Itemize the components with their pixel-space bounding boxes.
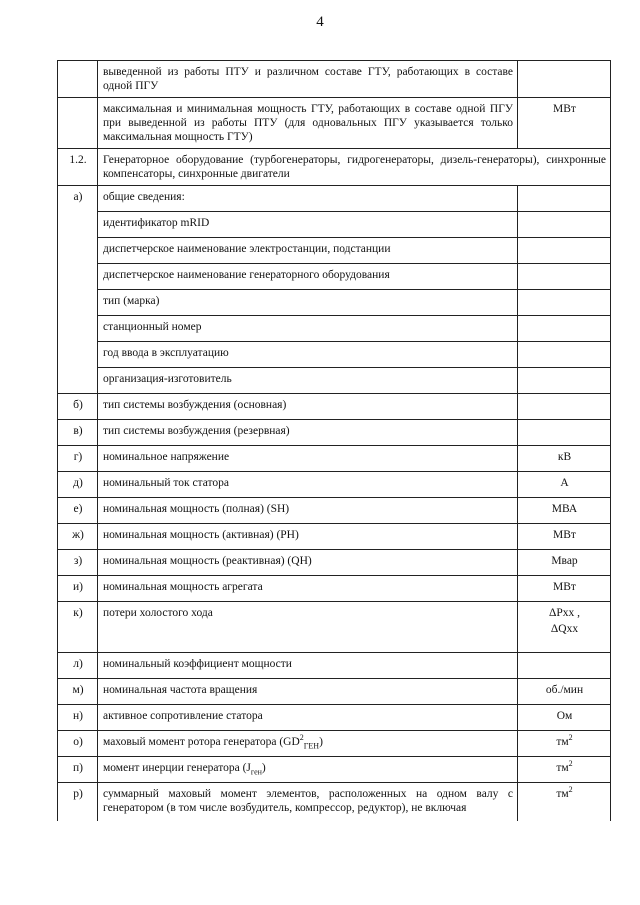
table-row (58, 394, 611, 420)
closing-paren: ) (319, 736, 323, 748)
row-text: тип системы возбуждения (основная) (98, 394, 518, 420)
row-text: диспетчерское наименование электростанции, подстанции (98, 238, 518, 264)
row-text: номинальное напряжение (98, 446, 518, 472)
row-text: год ввода в эксплуатацию (98, 342, 518, 368)
table-row (58, 368, 611, 394)
row-text: номинальная частота вращения (98, 679, 518, 705)
table-row (58, 420, 611, 446)
table-row (58, 186, 611, 212)
row-text: потери холостого хода (98, 602, 518, 653)
row-number: м) (58, 679, 98, 705)
unit-superscript: 2 (568, 785, 573, 795)
row-text: номинальная мощность (полная) (SH) (98, 498, 518, 524)
row-number (58, 98, 98, 149)
table-row (58, 576, 611, 602)
row-number: л) (58, 653, 98, 679)
table-row (58, 264, 611, 290)
table-row (58, 757, 611, 783)
table-row (58, 238, 611, 264)
table-row (58, 342, 611, 368)
table-row (58, 212, 611, 238)
unit-base: тм (556, 762, 569, 774)
table-row (58, 783, 611, 822)
row-text: максимальная и минимальная мощность ГТУ, работающих в составе одной ПГУ при выведенной из работы ПТУ (для одновальных ПГУ указывается только максимальная мощность ГТУ) (98, 98, 518, 149)
row-unit (518, 368, 611, 394)
row-unit: об./мин (518, 679, 611, 705)
row-number: е) (58, 498, 98, 524)
row-unit (518, 420, 611, 446)
page-number: 4 (316, 14, 324, 30)
row-unit (518, 61, 611, 98)
row-unit (518, 212, 611, 238)
row-text: диспетчерское наименование генераторного оборудования (98, 264, 518, 290)
row-text: активное сопротивление статора (98, 705, 518, 731)
row-text: суммарный маховый момент элементов, расположенных на одном валу с генератором (в том числе возбудитель, компрессор, редуктор), не включая (98, 783, 518, 822)
table-row (58, 602, 611, 653)
table-row (58, 446, 611, 472)
unit-superscript: 2 (568, 733, 573, 743)
row-unit (518, 394, 611, 420)
section-title: Генераторное оборудование (турбогенераторы, гидрогенераторы, дизель-генераторы), синхронные компенсаторы, синхронные двигатели (98, 149, 611, 186)
row-text: номинальная мощность (реактивная) (QH) (98, 550, 518, 576)
row-number: о) (58, 731, 98, 757)
row-text: идентификатор mRID (98, 212, 518, 238)
flywheel-moment-text: маховый момент ротора генератора (GD (103, 736, 300, 748)
row-number: д) (58, 472, 98, 498)
table-row (58, 472, 611, 498)
row-number: ж) (58, 524, 98, 550)
row-unit: кВ (518, 446, 611, 472)
table-row (58, 550, 611, 576)
unit-base: тм (556, 788, 569, 800)
row-number: б) (58, 394, 98, 420)
table-row (58, 653, 611, 679)
section-number: 1.2. (58, 149, 98, 186)
row-unit (518, 653, 611, 679)
row-text: номинальная мощность агрегата (98, 576, 518, 602)
row-text (98, 731, 518, 757)
table-row (58, 290, 611, 316)
row-unit: Мвар (518, 550, 611, 576)
row-unit (518, 186, 611, 212)
row-unit: А (518, 472, 611, 498)
table-row (58, 316, 611, 342)
row-number (58, 61, 98, 98)
row-unit (518, 342, 611, 368)
row-unit (518, 731, 611, 757)
row-text (98, 757, 518, 783)
row-unit (518, 290, 611, 316)
idle-loss-active-unit: ΔPxx , (548, 607, 581, 619)
table-row (58, 524, 611, 550)
row-unit (518, 602, 611, 653)
unit-superscript: 2 (568, 759, 573, 769)
table-row (58, 679, 611, 705)
superscript: 2 (299, 733, 304, 743)
table-row (58, 731, 611, 757)
row-text: номинальный коэффициент мощности (98, 653, 518, 679)
row-unit (518, 264, 611, 290)
table-row (58, 98, 611, 149)
row-number: к) (58, 602, 98, 653)
row-unit (518, 757, 611, 783)
row-unit (518, 783, 611, 822)
row-unit (518, 238, 611, 264)
table-row (58, 498, 611, 524)
table-row (58, 705, 611, 731)
section-header-row (58, 149, 611, 186)
row-number: г) (58, 446, 98, 472)
row-number: н) (58, 705, 98, 731)
subscript: ГЕН (303, 741, 320, 751)
row-unit: МВА (518, 498, 611, 524)
inertia-moment-text: момент инерции генератора (J (103, 762, 251, 774)
subscript: ген (250, 767, 262, 777)
row-number: з) (58, 550, 98, 576)
unit-base: тм (556, 736, 569, 748)
row-number: и) (58, 576, 98, 602)
row-text: номинальная мощность (активная) (PH) (98, 524, 518, 550)
idle-loss-reactive-unit: ΔQxx (550, 623, 579, 635)
row-unit (518, 316, 611, 342)
row-text: номинальный ток статора (98, 472, 518, 498)
row-text: общие сведения: (98, 186, 518, 212)
closing-paren: ) (261, 762, 266, 774)
row-unit: МВт (518, 98, 611, 149)
parameters-table (57, 60, 611, 821)
row-unit: МВт (518, 576, 611, 602)
row-unit: МВт (518, 524, 611, 550)
row-text: тип системы возбуждения (резервная) (98, 420, 518, 446)
row-number: в) (58, 420, 98, 446)
row-number: р) (58, 783, 98, 822)
row-number: а) (58, 186, 98, 394)
row-text: станционный номер (98, 316, 518, 342)
table-row (58, 61, 611, 98)
row-text: выведенной из работы ПТУ и различном составе ГТУ, работающих в составе одной ПГУ (98, 61, 518, 98)
row-text: организация-изготовитель (98, 368, 518, 394)
row-text: тип (марка) (98, 290, 518, 316)
row-unit: Ом (518, 705, 611, 731)
row-number: п) (58, 757, 98, 783)
